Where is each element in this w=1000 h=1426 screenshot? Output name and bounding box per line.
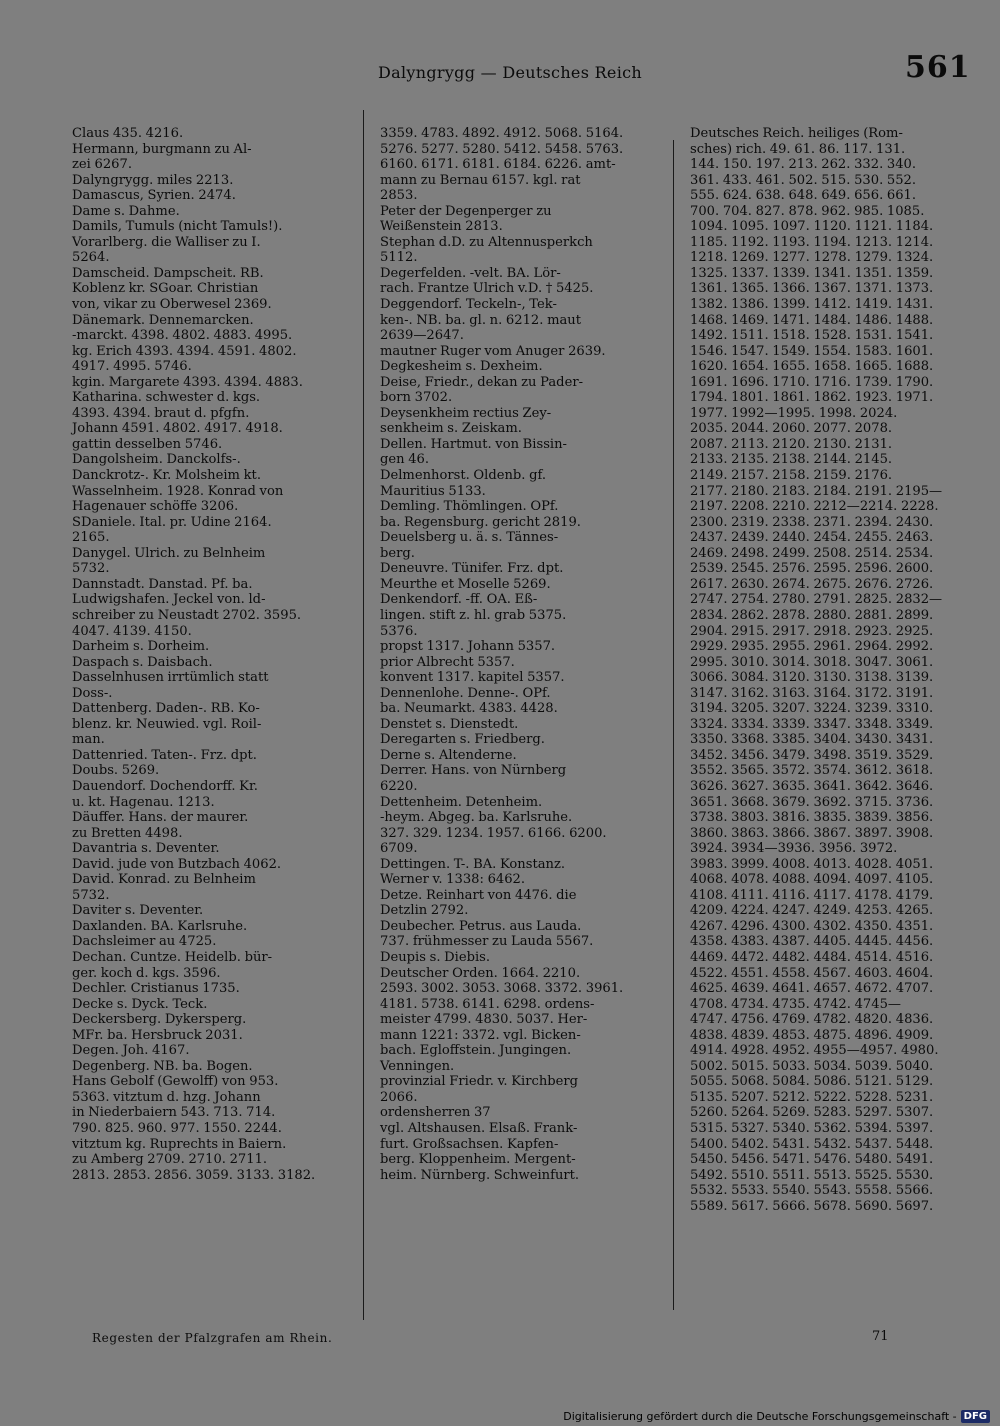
index-line: u. kt. Hagenau. 1213.	[72, 794, 215, 810]
column-divider	[673, 140, 674, 1310]
index-line: Weißenstein 2813.	[380, 219, 503, 235]
index-line: Dennenlohe. Denne-. OPf.	[380, 685, 551, 701]
index-line: berg. Kloppenheim. Mergent-	[380, 1152, 576, 1168]
index-line: 3738. 3803. 3816. 3835. 3839. 3856.	[690, 810, 934, 826]
index-column-right	[690, 126, 962, 1214]
index-line: 700. 704. 827. 878. 962. 985. 1085.	[690, 203, 925, 219]
index-line: 2617. 2630. 2674. 2675. 2676. 2726.	[690, 576, 934, 592]
index-line: born 3702.	[380, 390, 453, 406]
index-line: 4393. 4394. braut d. pfgfn.	[72, 405, 250, 421]
index-line: ba. Neumarkt. 4383. 4428.	[380, 701, 558, 717]
index-line: 2747. 2754. 2780. 2791. 2825. 2832—	[690, 592, 943, 608]
index-line: Deupis s. Diebis.	[380, 949, 491, 965]
index-line: Dechler. Cristianus 1735.	[72, 981, 240, 997]
index-line: 3626. 3627. 3635. 3641. 3642. 3646.	[690, 778, 934, 794]
index-line: 2853.	[380, 188, 418, 204]
index-line: senkheim s. Zeiskam.	[380, 421, 522, 437]
index-line: 555. 624. 638. 648. 649. 656. 661.	[690, 188, 917, 204]
index-line: 5055. 5068. 5084. 5086. 5121. 5129.	[690, 1074, 934, 1090]
index-line: ger. koch d. kgs. 3596.	[72, 965, 221, 981]
index-line: 5135. 5207. 5212. 5222. 5228. 5231.	[690, 1089, 934, 1105]
index-line: Peter der Degenperger zu	[380, 203, 552, 219]
index-line: mann zu Bernau 6157. kgl. rat	[380, 172, 581, 188]
index-line: Daviter s. Deventer.	[72, 903, 204, 919]
index-line: David. Konrad. zu Belnheim	[72, 872, 256, 888]
index-line: 4068. 4078. 4088. 4094. 4097. 4105.	[690, 872, 934, 888]
index-line: 5732.	[72, 887, 110, 903]
dfg-logo-icon: DFG	[961, 1410, 990, 1423]
index-line: Hermann, burgmann zu Al-	[72, 141, 252, 157]
index-line: MFr. ba. Hersbruck 2031.	[72, 1027, 243, 1043]
index-line: 2929. 2935. 2955. 2961. 2964. 2992.	[690, 639, 934, 655]
index-line: 3860. 3863. 3866. 3867. 3897. 3908.	[690, 825, 934, 841]
index-line: furt. Großsachsen. Kapfen-	[380, 1136, 559, 1152]
index-line: Derne s. Altenderne.	[380, 747, 517, 763]
index-line: Katharina. schwester d. kgs.	[72, 390, 261, 406]
index-line: Decke s. Dyck. Teck.	[72, 996, 208, 1012]
index-line: 2165.	[72, 530, 110, 546]
index-line: bach. Egloffstein. Jungingen.	[380, 1043, 572, 1059]
index-line: Hans Gebolf (Gewolff) von 953.	[72, 1074, 279, 1090]
index-line: zu Amberg 2709. 2710. 2711.	[72, 1152, 268, 1168]
index-line: 4108. 4111. 4116. 4117. 4178. 4179.	[690, 887, 934, 903]
index-line: 4047. 4139. 4150.	[72, 623, 192, 639]
index-line: 4747. 4756. 4769. 4782. 4820. 4836.	[690, 1012, 934, 1028]
index-line: 5002. 5015. 5033. 5034. 5039. 5040.	[690, 1058, 934, 1074]
index-line: Deuelsberg u. ä. s. Tännes-	[380, 530, 559, 546]
index-line: Dänemark. Dennemarcken.	[72, 312, 254, 328]
index-line: 3452. 3456. 3479. 3498. 3519. 3529.	[690, 747, 934, 763]
index-line: man.	[72, 732, 105, 748]
index-line: 3194. 3205. 3207. 3224. 3239. 3310.	[690, 701, 934, 717]
index-line: 4522. 4551. 4558. 4567. 4603. 4604.	[690, 965, 934, 981]
index-line: kg. Erich 4393. 4394. 4591. 4802.	[72, 343, 297, 359]
index-line: 5260. 5264. 5269. 5283. 5297. 5307.	[690, 1105, 934, 1121]
index-line: prior Albrecht 5357.	[380, 654, 515, 670]
index-line: 5532. 5533. 5540. 5543. 5558. 5566.	[690, 1183, 934, 1199]
index-line: 1382. 1386. 1399. 1412. 1419. 1431.	[690, 297, 934, 313]
source-title: Regesten der Pfalzgrafen am Rhein.	[92, 1331, 333, 1345]
index-line: 3983. 3999. 4008. 4013. 4028. 4051.	[690, 856, 934, 872]
index-line: Delmenhorst. Oldenb. gf.	[380, 468, 547, 484]
index-line: Dangolsheim. Danckolfs-.	[72, 452, 241, 468]
index-line: 2087. 2113. 2120. 2130. 2131.	[690, 436, 893, 452]
index-line: Daxlanden. BA. Karlsruhe.	[72, 918, 248, 934]
index-line: 1325. 1337. 1339. 1341. 1351. 1359.	[690, 265, 934, 281]
index-line: Däuffer. Hans. der maurer.	[72, 810, 249, 826]
index-line: gen 46.	[380, 452, 430, 468]
index-line: Mauritius 5133.	[380, 483, 486, 499]
index-line: 5276. 5277. 5280. 5412. 5458. 5763.	[380, 141, 624, 157]
index-line: -heym. Abgeg. ba. Karlsruhe.	[380, 810, 573, 826]
index-line: 5112.	[380, 250, 418, 266]
index-line: 3651. 3668. 3679. 3692. 3715. 3736.	[690, 794, 934, 810]
index-line: 2469. 2498. 2499. 2508. 2514. 2534.	[690, 545, 934, 561]
index-line: Detzlin 2792.	[380, 903, 469, 919]
index-line: 4181. 5738. 6141. 6298. ordens-	[380, 996, 595, 1012]
index-line: 2813. 2853. 2856. 3059. 3133. 3182.	[72, 1167, 316, 1183]
index-line: 5363. vitztum d. hzg. Johann	[72, 1089, 261, 1105]
index-line: 1468. 1469. 1471. 1484. 1486. 1488.	[690, 312, 934, 328]
index-line: 144. 150. 197. 213. 262. 332. 340.	[690, 157, 917, 173]
index-line: meister 4799. 4830. 5037. Her-	[380, 1012, 588, 1028]
signature-mark: 71	[872, 1329, 889, 1344]
index-line: 2437. 2439. 2440. 2454. 2455. 2463.	[690, 530, 934, 546]
index-line: Damils, Tumuls (nicht Tamuls!).	[72, 219, 283, 235]
index-line: provinzial Friedr. v. Kirchberg	[380, 1074, 579, 1090]
index-line: Koblenz kr. SGoar. Christian	[72, 281, 259, 297]
index-line: gattin desselben 5746.	[72, 436, 223, 452]
index-line: 6709.	[380, 841, 418, 857]
index-line: Danygel. Ulrich. zu Belnheim	[72, 545, 266, 561]
index-line: Deregarten s. Friedberg.	[380, 732, 545, 748]
index-line: 1977. 1992—1995. 1998. 2024.	[690, 405, 898, 421]
index-line: Deggendorf. Teckeln-, Tek-	[380, 297, 557, 313]
index-line: in Niederbaiern 543. 713. 714.	[72, 1105, 276, 1121]
index-line: 3324. 3334. 3339. 3347. 3348. 3349.	[690, 716, 934, 732]
index-line: Dellen. Hartmut. von Bissin-	[380, 436, 567, 452]
index-line: Deutsches Reich. heiliges (Rom-	[690, 126, 903, 141]
index-line: Danckrotz-. Kr. Molsheim kt.	[72, 468, 261, 484]
index-line: vgl. Altshausen. Elsaß. Frank-	[380, 1121, 578, 1136]
index-line: Dame s. Dahme.	[72, 203, 180, 219]
index-line: konvent 1317. kapitel 5357.	[380, 670, 565, 686]
index-line: 1691. 1696. 1710. 1716. 1739. 1790.	[690, 374, 934, 390]
index-line: Detze. Reinhart von 4476. die	[380, 887, 577, 903]
index-line: 5400. 5402. 5431. 5432. 5437. 5448.	[690, 1136, 934, 1152]
index-line: Dattenberg. Daden-. RB. Ko-	[72, 701, 260, 717]
index-line: Deysenkheim rectius Zey-	[380, 405, 552, 421]
index-line: lingen. stift z. hl. grab 5375.	[380, 607, 567, 623]
index-line: Vorarlberg. die Walliser zu I.	[72, 234, 261, 250]
index-line: Wasselnheim. 1928. Konrad von	[72, 483, 284, 499]
index-line: 1094. 1095. 1097. 1120. 1121. 1184.	[690, 219, 934, 235]
index-line: Dannstadt. Danstad. Pf. ba.	[72, 576, 253, 592]
index-line: ordensherren 37	[380, 1105, 491, 1121]
index-line: 2177. 2180. 2183. 2184. 2191. 2195—	[690, 483, 943, 499]
index-line: 5264.	[72, 250, 110, 266]
index-line: Dettingen. T-. BA. Konstanz.	[380, 856, 566, 872]
index-line: 1361. 1365. 1366. 1367. 1371. 1373.	[690, 281, 934, 297]
index-line: berg.	[380, 545, 415, 561]
index-line: 2133. 2135. 2138. 2144. 2145.	[690, 452, 893, 468]
index-line: 3066. 3084. 3120. 3130. 3138. 3139.	[690, 670, 934, 686]
index-line: 6160. 6171. 6181. 6184. 6226. amt-	[380, 157, 616, 173]
index-line: 5492. 5510. 5511. 5513. 5525. 5530.	[690, 1167, 934, 1183]
index-line: -marckt. 4398. 4802. 4883. 4995.	[72, 328, 293, 344]
index-line: sches) rich. 49. 61. 86. 117. 131.	[690, 141, 906, 157]
index-line: Demling. Thömlingen. OPf.	[380, 499, 559, 515]
index-line: Werner v. 1338: 6462.	[380, 872, 526, 888]
index-line: kgin. Margarete 4393. 4394. 4883.	[72, 374, 303, 390]
index-line: 3552. 3565. 3572. 3574. 3612. 3618.	[690, 763, 934, 779]
index-line: Degkesheim s. Dexheim.	[380, 359, 543, 375]
index-line: zu Bretten 4498.	[72, 825, 183, 841]
index-line: 3350. 3368. 3385. 3404. 3430. 3431.	[690, 732, 934, 748]
index-line: Dasselnhusen irrtümlich statt	[72, 670, 269, 686]
index-line: heim. Nürnberg. Schweinfurt.	[380, 1167, 580, 1183]
index-line: ken-. NB. ba. gl. n. 6212. maut	[380, 312, 581, 328]
index-line: 2834. 2862. 2878. 2880. 2881. 2899.	[690, 607, 934, 623]
index-line: Degen. Joh. 4167.	[72, 1043, 190, 1059]
index-line: ba. Regensburg. gericht 2819.	[380, 514, 581, 530]
dfg-notice-text: Digitalisierung gefördert durch die Deutsche Forschungsgemeinschaft -	[563, 1410, 957, 1423]
index-line: 1620. 1654. 1655. 1658. 1665. 1688.	[690, 359, 934, 375]
index-line: Doubs. 5269.	[72, 763, 160, 779]
index-line: Doss-.	[72, 685, 113, 701]
index-line: Deise, Friedr., dekan zu Pader-	[380, 374, 583, 390]
index-line: 5732.	[72, 561, 110, 577]
index-line: Damscheid. Dampscheit. RB.	[72, 265, 264, 281]
index-line: Deubecher. Petrus. aus Lauda.	[380, 918, 582, 934]
index-line: 5376.	[380, 623, 418, 639]
index-line: Dettenheim. Detenheim.	[380, 794, 543, 810]
index-line: 1218. 1269. 1277. 1278. 1279. 1324.	[690, 250, 934, 266]
index-line: 5315. 5327. 5340. 5362. 5394. 5397.	[690, 1121, 934, 1136]
index-line: Stephan d.D. zu Altennusperkch	[380, 234, 593, 250]
index-line: 2995. 3010. 3014. 3018. 3047. 3061.	[690, 654, 934, 670]
index-line: Deneuvre. Tünifer. Frz. dpt.	[380, 561, 564, 577]
index-line: 4914. 4928. 4952. 4955—4957. 4980.	[690, 1043, 939, 1059]
index-line: Hagenauer schöffe 3206.	[72, 499, 239, 515]
index-line: 1492. 1511. 1518. 1528. 1531. 1541.	[690, 328, 934, 344]
index-line: mann 1221: 3372. vgl. Bicken-	[380, 1027, 581, 1043]
index-line: Damascus, Syrien. 2474.	[72, 188, 236, 204]
index-line: propst 1317. Johann 5357.	[380, 639, 556, 655]
index-line: zei 6267.	[72, 157, 132, 173]
index-line: 4625. 4639. 4641. 4657. 4672. 4707.	[690, 981, 934, 997]
index-line: 2197. 2208. 2210. 2212—2214. 2228.	[690, 499, 939, 515]
index-line: 2539. 2545. 2576. 2595. 2596. 2600.	[690, 561, 934, 577]
index-line: Dachsleimer au 4725.	[72, 934, 217, 950]
index-line: Meurthe et Moselle 5269.	[380, 576, 551, 592]
index-line: 737. frühmesser zu Lauda 5567.	[380, 934, 594, 950]
column-divider	[363, 110, 364, 1320]
index-line: Derrer. Hans. von Nürnberg	[380, 763, 567, 779]
index-line: 2639—2647.	[380, 328, 464, 344]
index-line: 1546. 1547. 1549. 1554. 1583. 1601.	[690, 343, 934, 359]
index-line: 790. 825. 960. 977. 1550. 2244.	[72, 1121, 282, 1136]
index-line: Denstet s. Dienstedt.	[380, 716, 519, 732]
index-line: SDaniele. Ital. pr. Udine 2164.	[72, 514, 272, 530]
index-line: Davantria s. Deventer.	[72, 841, 220, 857]
index-column-middle	[380, 126, 650, 1183]
index-line: 4358. 4383. 4387. 4405. 4445. 4456.	[690, 934, 934, 950]
index-line: Venningen.	[380, 1058, 455, 1074]
index-line: 327. 329. 1234. 1957. 6166. 6200.	[380, 825, 607, 841]
index-line: 4209. 4224. 4247. 4249. 4253. 4265.	[690, 903, 934, 919]
index-line: 4267. 4296. 4300. 4302. 4350. 4351.	[690, 918, 934, 934]
index-line: 1185. 1192. 1193. 1194. 1213. 1214.	[690, 234, 934, 250]
index-line: 3924. 3934—3936. 3956. 3972.	[690, 841, 898, 857]
index-line: 1794. 1801. 1861. 1862. 1923. 1971.	[690, 390, 934, 406]
running-title: Dalyngrygg — Deutsches Reich	[378, 63, 642, 82]
index-line: David. jude von Butzbach 4062.	[72, 856, 282, 872]
index-line: rach. Frantze Ulrich v.D. † 5425.	[380, 281, 594, 297]
index-line: Daspach s. Daisbach.	[72, 654, 213, 670]
index-line: von, vikar zu Oberwesel 2369.	[72, 297, 272, 313]
dfg-notice	[563, 1410, 990, 1423]
index-line: mautner Ruger vom Anuger 2639.	[380, 343, 606, 359]
index-line: Johann 4591. 4802. 4917. 4918.	[72, 421, 283, 437]
index-line: schreiber zu Neustadt 2702. 3595.	[72, 607, 302, 623]
index-line: Dauendorf. Dochendorff. Kr.	[72, 778, 258, 794]
index-line: 4917. 4995. 5746.	[72, 359, 192, 375]
index-line: 6220.	[380, 778, 418, 794]
index-line: 4838. 4839. 4853. 4875. 4896. 4909.	[690, 1027, 934, 1043]
index-line: 2066.	[380, 1089, 418, 1105]
index-line: Dechan. Cuntze. Heidelb. bür-	[72, 949, 273, 965]
index-line: 5589. 5617. 5666. 5678. 5690. 5697.	[690, 1198, 934, 1214]
index-line: Ludwigshafen. Jeckel von. ld-	[72, 592, 266, 608]
index-line: Darheim s. Dorheim.	[72, 639, 210, 655]
index-line: 2593. 3002. 3053. 3068. 3372. 3961.	[380, 981, 624, 997]
index-line: Dattenried. Taten-. Frz. dpt.	[72, 747, 257, 763]
index-line: 2904. 2915. 2917. 2918. 2923. 2925.	[690, 623, 934, 639]
index-line: 5450. 5456. 5471. 5476. 5480. 5491.	[690, 1152, 934, 1168]
index-line: 3147. 3162. 3163. 3164. 3172. 3191.	[690, 685, 934, 701]
page-number: 561	[905, 50, 971, 85]
index-line: Deutscher Orden. 1664. 2210.	[380, 965, 581, 981]
index-column-left	[72, 126, 344, 1183]
index-line: 2149. 2157. 2158. 2159. 2176.	[690, 468, 893, 484]
index-line: 361. 433. 461. 502. 515. 530. 552.	[690, 172, 917, 188]
index-line: Dalyngrygg. miles 2213.	[72, 172, 234, 188]
index-line: Denkendorf. -ff. OA. Eß-	[380, 592, 538, 608]
index-line: 3359. 4783. 4892. 4912. 5068. 5164.	[380, 126, 624, 141]
index-line: vitztum kg. Ruprechts in Baiern.	[72, 1136, 287, 1152]
index-line: Degenberg. NB. ba. Bogen.	[72, 1058, 253, 1074]
index-line: Degerfelden. -velt. BA. Lör-	[380, 265, 561, 281]
index-line: 4469. 4472. 4482. 4484. 4514. 4516.	[690, 949, 934, 965]
index-line: 2035. 2044. 2060. 2077. 2078.	[690, 421, 893, 437]
index-line: blenz. kr. Neuwied. vgl. Roil-	[72, 716, 262, 732]
index-line: Deckersberg. Dykersperg.	[72, 1012, 247, 1028]
index-line: 2300. 2319. 2338. 2371. 2394. 2430.	[690, 514, 934, 530]
index-line: 4708. 4734. 4735. 4742. 4745—	[690, 996, 902, 1012]
index-line: Claus 435. 4216.	[72, 126, 184, 141]
